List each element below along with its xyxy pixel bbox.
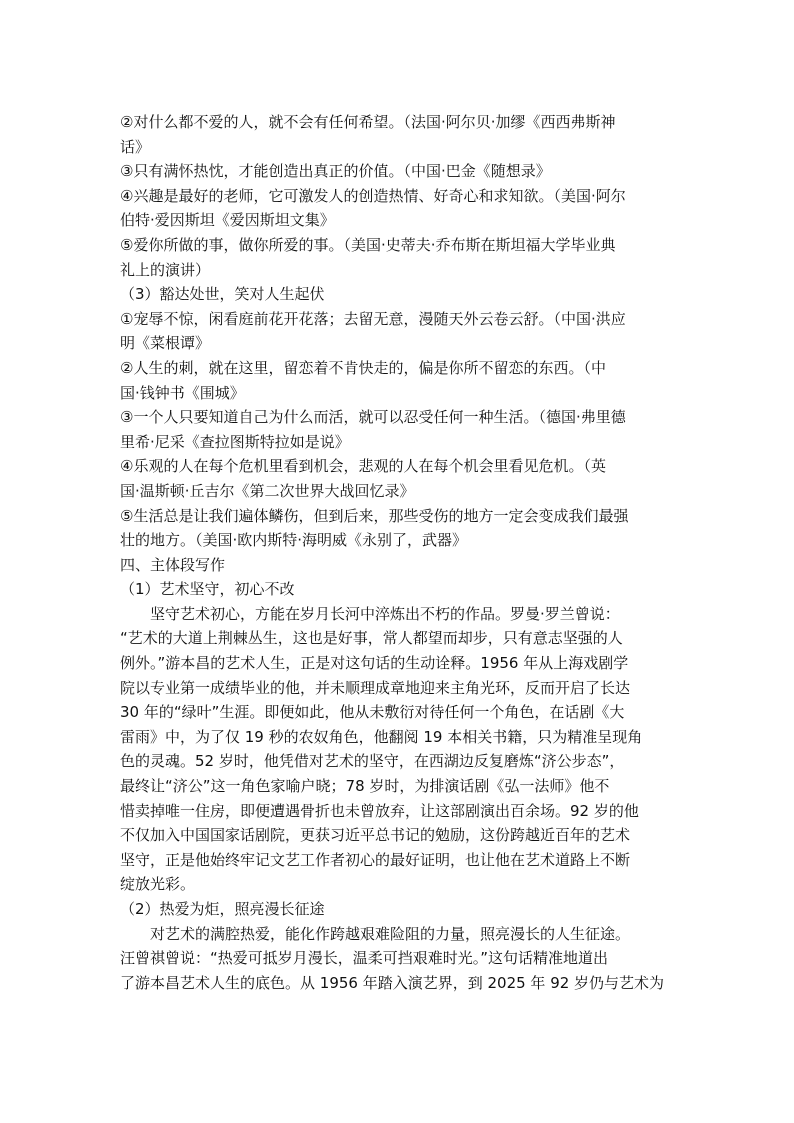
text-line: ①宠辱不惊，闲看庭前花开花落；去留无意，漫随天外云卷云舒。（中国·洪应: [120, 309, 626, 328]
text-line: “艺术的大道上荆棘丛生，这也是好事，常人都望而却步，只有意志坚强的人: [120, 629, 623, 648]
text-line: 对艺术的满腔热爱，能化作跨越艰难险阻的力量，照亮漫长的人生征途。: [150, 924, 631, 943]
text-line: 伯特·爱因斯坦《爱因斯坦文集》: [120, 211, 335, 230]
text-line: 壮的地方。（美国·欧内斯特·海明威《永别了，武器》: [120, 531, 468, 550]
text-line: ⑤爱你所做的事，做你所爱的事。（美国·史蒂夫·乔布斯在斯坦福大学毕业典: [120, 235, 616, 254]
text-line: 院以专业第一成绩毕业的他，并未顺理成章地迎来主角光环，反而开启了长达: [120, 678, 631, 697]
text-line: ④乐观的人在每个危机里看到机会，悲观的人在每个机会里看见危机。（英: [120, 457, 606, 476]
text-line: 坚守，正是他始终牢记文艺工作者初心的最好证明，也让他在艺术道路上不断: [120, 850, 631, 869]
text-line: 坚守艺术初心，方能在岁月长河中淬炼出不朽的作品。罗曼·罗兰曾说：: [150, 604, 620, 623]
text-line: （1）艺术坚守，初心不改: [120, 580, 295, 599]
document-body: [120, 110, 680, 995]
text-line: ③只有满怀热忱，才能创造出真正的价值。（中国·巴金《随想录》: [120, 162, 551, 181]
text-line: 汪曾祺曾说：“热爱可抵岁月漫长，温柔可挡艰难时光。”这句话精准地道出: [120, 949, 609, 968]
text-line: 色的灵魂。52 岁时，他凭借对艺术的坚守，在西湖边反复磨炼“济公步态”，: [120, 752, 625, 771]
text-line: ②人生的刺，就在这里，留恋着不肯快走的，偏是你所不留恋的东西。（中: [120, 358, 606, 377]
text-line: 明《菜根谭》: [120, 334, 211, 353]
text-line: ②对什么都不爱的人，就不会有任何希望。（法国·阿尔贝·加缪《西西弗斯神: [120, 113, 616, 131]
text-line: 绽放光彩。: [120, 875, 196, 894]
text-line: 例外。”游本昌的艺术人生，正是对这句话的生动诠释。1956 年从上海戏剧学: [120, 654, 629, 673]
text-line: 了游本昌艺术人生的底色。从 1956 年踏入演艺界，到 2025 年 92 岁仍与艺术为: [120, 973, 665, 992]
text-line: 国·钱钟书《围城》: [120, 383, 245, 402]
text-line: 最终让“济公”这一角色家喻户晓；78 岁时，为排演话剧《弘一法师》他不: [120, 777, 610, 796]
text-line: 四、主体段写作: [120, 555, 226, 574]
text-line: 雷雨》中，为了仅 19 秒的农奴角色，他翻阅 19 本相关书籍，只为精准呈现角: [120, 727, 643, 746]
text-line: 30 年的“绿叶”生涯。即便如此，他从未敷衍对待任何一个角色，在话剧《大: [120, 703, 625, 722]
text-line: 里希·尼采《查拉图斯特拉如是说》: [120, 432, 350, 451]
text-line: ③一个人只要知道自己为什么而活，就可以忍受任何一种生活。（德国·弗里德: [120, 408, 626, 427]
text-line: 不仅加入中国国家话剧院，更获习近平总书记的勉励，这份跨越近百年的艺术: [120, 826, 631, 845]
text-line: （3）豁达处世，笑对人生起伏: [120, 285, 325, 304]
text-line: ⑤生活总是让我们遍体鳞伤，但到后来，那些受伤的地方一定会变成我们最强: [120, 506, 629, 525]
text-line: （2）热爱为炬，照亮漫长征途: [120, 900, 325, 918]
text-line: 礼上的演讲）: [120, 260, 211, 279]
text-line: 话》: [120, 137, 151, 156]
text-line: 惜卖掉唯一住房，即便遭遇骨折也未曾放弃，让这部剧演出百余场。92 岁的他: [120, 801, 639, 820]
text-line: 国·温斯顿·丘吉尔《第二次世界大战回忆录》: [120, 481, 415, 500]
text-line: ④兴趣是最好的老师，它可激发人的创造热情、好奇心和求知欲。（美国·阿尔: [120, 186, 626, 205]
